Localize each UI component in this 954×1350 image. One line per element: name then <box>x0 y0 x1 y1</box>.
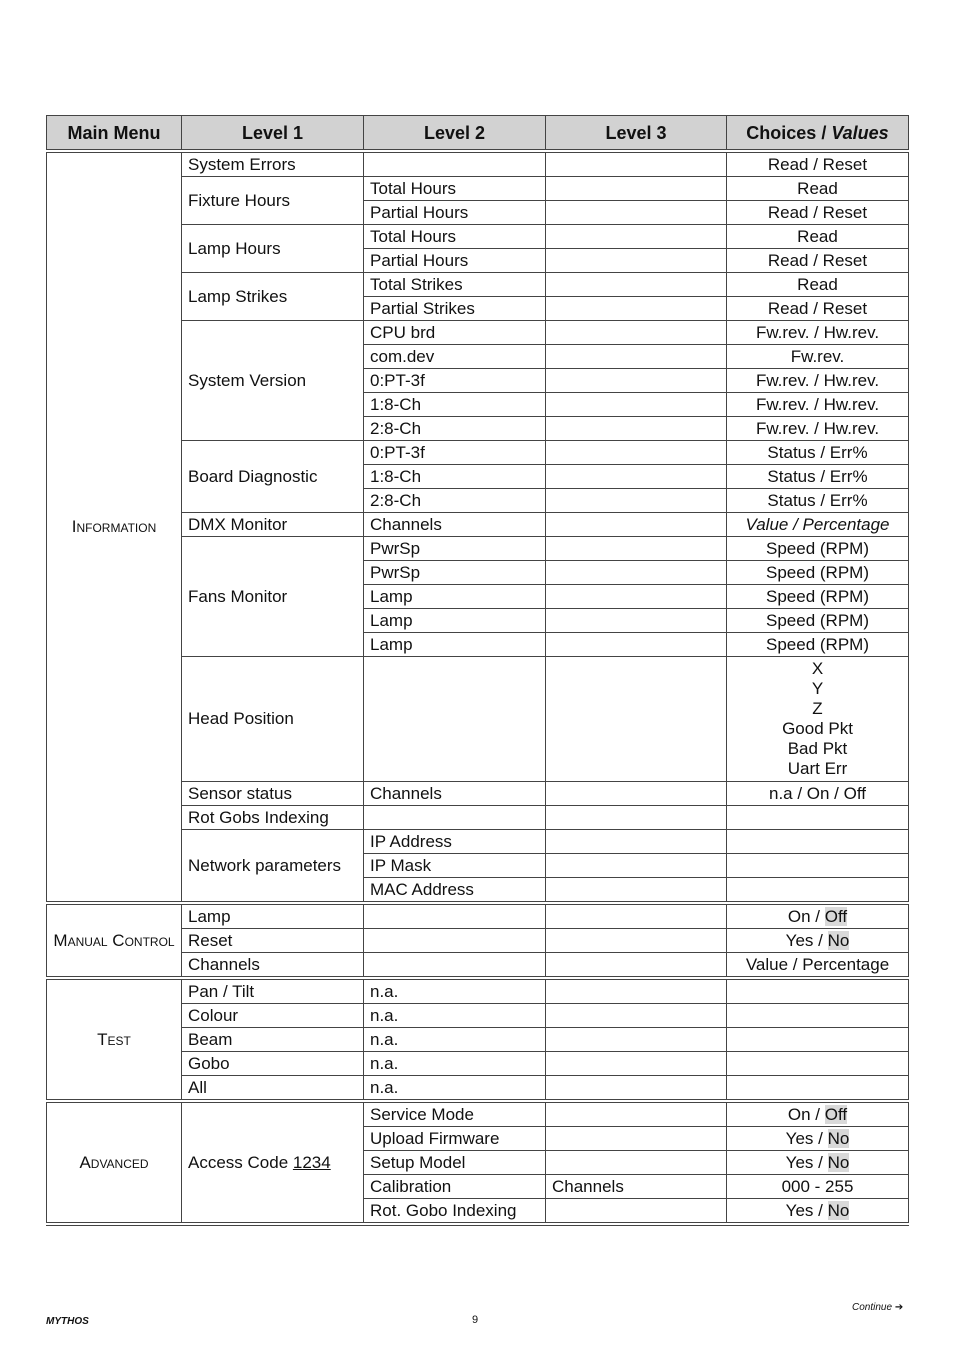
arrow-right-icon: ➔ <box>894 1302 904 1313</box>
level2-cell: Partial Strikes <box>364 297 546 321</box>
menu-table <box>46 115 909 1226</box>
level2-cell: n.a. <box>364 1028 546 1052</box>
choices-cell: n.a / On / Off <box>727 782 909 806</box>
level2-cell: 0:PT-3f <box>364 441 546 465</box>
choices-cell: Speed (RPM) <box>727 537 909 561</box>
choices-cell: Fw.rev. / Hw.rev. <box>727 393 909 417</box>
choices-cell: Fw.rev. / Hw.rev. <box>727 369 909 393</box>
choices-cell <box>727 929 909 953</box>
level2-cell: n.a. <box>364 978 546 1004</box>
level2-cell: IP Mask <box>364 854 546 878</box>
header-values-label: Values <box>831 122 889 143</box>
level1-cell: Beam <box>182 1028 364 1052</box>
choices-cell: Speed (RPM) <box>727 561 909 585</box>
choices-cell: Value / Percentage <box>727 953 909 979</box>
choices-cell: Speed (RPM) <box>727 609 909 633</box>
level1-system-errors: System Errors <box>182 151 364 177</box>
level2-cell: Partial Hours <box>364 249 546 273</box>
level2-cell: Total Hours <box>364 225 546 249</box>
choices-cell <box>727 903 909 929</box>
level2-cell: Lamp <box>364 633 546 657</box>
level2-cell: Upload Firmware <box>364 1127 546 1151</box>
choices-cell: Read <box>727 225 909 249</box>
section-label-test: Test <box>47 978 182 1101</box>
header-level3: Level 3 <box>546 116 727 152</box>
value-z: Z <box>812 699 823 718</box>
choice-on: On / <box>787 906 825 926</box>
level1-network-parameters: Network parameters <box>182 830 364 904</box>
choices-cell: Read <box>727 177 909 201</box>
choice-yes: Yes / <box>785 1200 828 1220</box>
level2-cell: 1:8-Ch <box>364 465 546 489</box>
level1-fans-monitor: Fans Monitor <box>182 537 364 657</box>
level2-cell: n.a. <box>364 1004 546 1028</box>
value-good-pkt: Good Pkt <box>782 719 853 738</box>
head-position-values <box>727 657 909 782</box>
choices-cell: Value / Percentage <box>727 513 909 537</box>
level2-cell: 2:8-Ch <box>364 489 546 513</box>
level1-cell: All <box>182 1076 364 1102</box>
choices-cell: Read / Reset <box>727 249 909 273</box>
level2-cell: Calibration <box>364 1175 546 1199</box>
header-choices <box>727 116 909 152</box>
value-bad-pkt: Bad Pkt <box>787 739 848 758</box>
header-row <box>47 116 909 152</box>
default-no: No <box>827 1128 850 1148</box>
level1-lamp: Lamp <box>182 903 364 929</box>
level2-cell: Rot. Gobo Indexing <box>364 1199 546 1225</box>
choices-cell: Read <box>727 273 909 297</box>
level2-cell: Channels <box>364 513 546 537</box>
choices-cell: Fw.rev. / Hw.rev. <box>727 417 909 441</box>
level1-channels: Channels <box>182 953 364 979</box>
table-row <box>47 1101 909 1127</box>
level1-access-code <box>182 1101 364 1224</box>
level3-cell <box>546 1127 727 1151</box>
default-off: Off <box>824 906 848 926</box>
choices-cell: Speed (RPM) <box>727 633 909 657</box>
default-no: No <box>827 930 850 950</box>
access-code-label: Access Code <box>188 1152 293 1172</box>
choices-cell: Read / Reset <box>727 201 909 225</box>
choices-cell: Speed (RPM) <box>727 585 909 609</box>
default-off: Off <box>824 1104 848 1124</box>
level2-cell: 1:8-Ch <box>364 393 546 417</box>
level2-cell: 2:8-Ch <box>364 417 546 441</box>
level1-sensor-status: Sensor status <box>182 782 364 806</box>
choices-cell: Status / Err% <box>727 441 909 465</box>
level2-cell: PwrSp <box>364 537 546 561</box>
section-test <box>47 978 909 1101</box>
level2-cell: n.a. <box>364 1076 546 1102</box>
level2-cell: CPU brd <box>364 321 546 345</box>
level1-cell: Colour <box>182 1004 364 1028</box>
access-code-value: 1234 <box>292 1152 331 1172</box>
level1-system-version: System Version <box>182 321 364 441</box>
level1-cell: Pan / Tilt <box>182 978 364 1004</box>
level2-cell: Lamp <box>364 585 546 609</box>
level1-dmx-monitor: DMX Monitor <box>182 513 364 537</box>
level3-cell <box>546 1199 727 1225</box>
choice-yes: Yes / <box>785 1128 828 1148</box>
level2-cell: 0:PT-3f <box>364 369 546 393</box>
section-label-information: Information <box>47 151 182 903</box>
level1-lamp-hours: Lamp Hours <box>182 225 364 273</box>
choice-yes: Yes / <box>785 930 828 950</box>
header-choices-label: Choices / <box>746 122 832 143</box>
choice-yes: Yes / <box>785 1152 828 1172</box>
header-main-menu: Main Menu <box>47 116 182 152</box>
level1-fixture-hours: Fixture Hours <box>182 177 364 225</box>
choices-cell <box>727 1151 909 1175</box>
continue-label: Continue <box>852 1302 893 1313</box>
choices-cell <box>727 1127 909 1151</box>
section-label-advanced: Advanced <box>47 1101 182 1224</box>
level2-cell: Channels <box>364 782 546 806</box>
level3-cell <box>546 1151 727 1175</box>
level1-cell: Gobo <box>182 1052 364 1076</box>
level1-reset: Reset <box>182 929 364 953</box>
level2-cell: Setup Model <box>364 1151 546 1175</box>
table-row <box>47 903 909 929</box>
level1-lamp-strikes: Lamp Strikes <box>182 273 364 321</box>
choices-cell <box>727 1101 909 1127</box>
choices-cell: Fw.rev. <box>727 345 909 369</box>
level1-rot-gobs-indexing: Rot Gobs Indexing <box>182 806 364 830</box>
choices-cell: Status / Err% <box>727 489 909 513</box>
table-row <box>47 151 909 177</box>
level3-cell <box>546 1101 727 1127</box>
table-row <box>47 978 909 1004</box>
level1-board-diagnostic: Board Diagnostic <box>182 441 364 513</box>
level3-cell: Channels <box>546 1175 727 1199</box>
choices-cell <box>727 1199 909 1225</box>
level1-head-position: Head Position <box>182 657 364 782</box>
value-y: Y <box>811 679 824 698</box>
choices-cell: 000 - 255 <box>727 1175 909 1199</box>
level2-cell: Partial Hours <box>364 201 546 225</box>
level2-cell: Lamp <box>364 609 546 633</box>
level2-cell: PwrSp <box>364 561 546 585</box>
section-information <box>47 151 909 903</box>
choices-cell: Read / Reset <box>727 297 909 321</box>
choices-cell: Status / Err% <box>727 465 909 489</box>
level2-cell: Service Mode <box>364 1101 546 1127</box>
footer-continue <box>852 1302 903 1313</box>
section-advanced <box>47 1101 909 1224</box>
level2-cell: com.dev <box>364 345 546 369</box>
level2-cell: Total Hours <box>364 177 546 201</box>
choice-on: On / <box>787 1104 825 1124</box>
page-number: 9 <box>472 1314 479 1326</box>
level2-cell: IP Address <box>364 830 546 854</box>
choices-cell: Read / Reset <box>727 151 909 177</box>
section-manual-control <box>47 903 909 978</box>
header-level2: Level 2 <box>364 116 546 152</box>
footer-brand: MYTHOS <box>46 1316 89 1327</box>
level2-cell: n.a. <box>364 1052 546 1076</box>
default-no: No <box>827 1200 850 1220</box>
header-level1: Level 1 <box>182 116 364 152</box>
value-uart-err: Uart Err <box>787 759 848 778</box>
level2-cell: MAC Address <box>364 878 546 904</box>
value-x: X <box>811 659 824 678</box>
level2-cell: Total Strikes <box>364 273 546 297</box>
choices-cell: Fw.rev. / Hw.rev. <box>727 321 909 345</box>
default-no: No <box>827 1152 850 1172</box>
section-label-manual-control: Manual Control <box>47 903 182 978</box>
